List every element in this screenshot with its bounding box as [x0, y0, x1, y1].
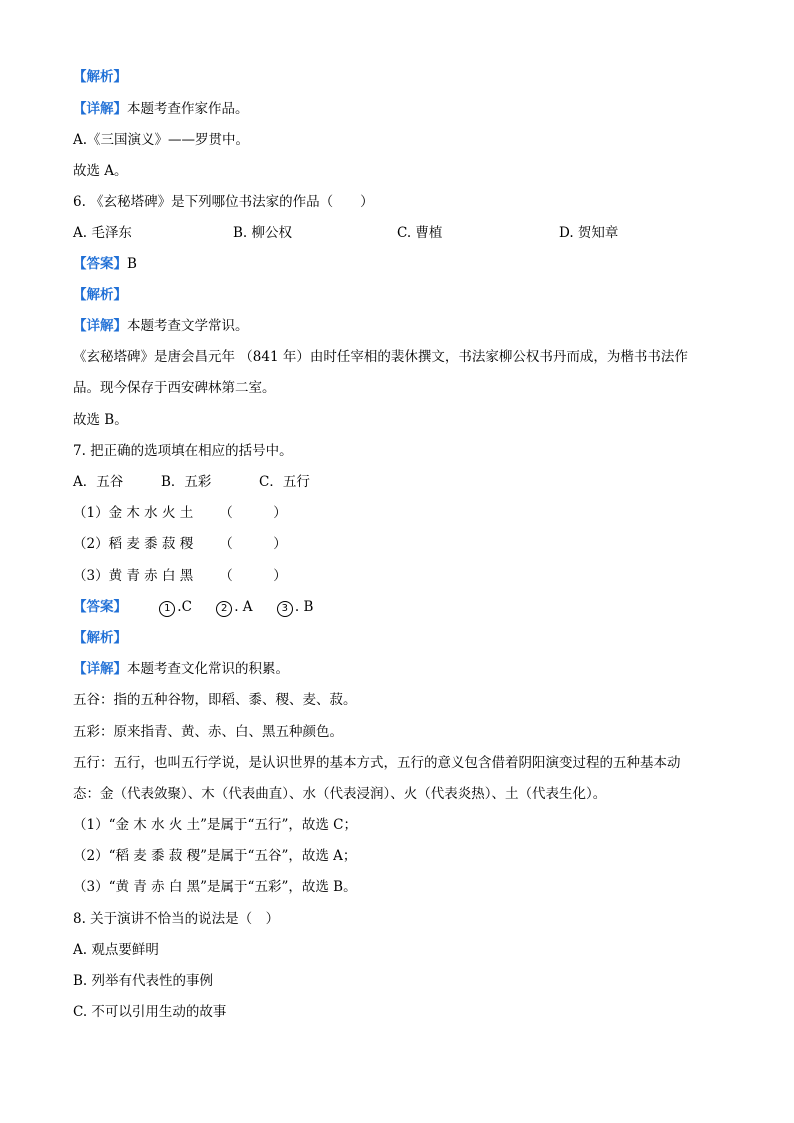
paragraph-line: （2）“稻 麦 黍 菽 稷”是属于“五谷”，故选 A；: [73, 848, 357, 864]
analysis-label: 【解析】: [73, 69, 127, 85]
choice-conclusion: 故选 B。: [73, 412, 128, 428]
answer-item-value: . A: [234, 599, 253, 615]
q8-option-b: B. 列举有代表性的事例: [73, 973, 214, 989]
q7-option-c: C．五行: [259, 474, 310, 490]
choice-conclusion: 故选 A。: [73, 163, 128, 179]
paragraph-line: 五彩：原来指青、黄、赤、白、黑五种颜色。: [73, 724, 343, 740]
paragraph-line: （1）“金 木 水 火 土”是属于“五行”，故选 C；: [73, 817, 357, 833]
answer-item: [216, 598, 252, 617]
circled-number: 3: [277, 601, 293, 617]
answer-explanation: A.《三国演义》——罗贯中。: [73, 132, 250, 148]
analysis-label: 【解析】: [73, 630, 127, 646]
q7-option-a: A．五谷: [73, 474, 124, 490]
answer-label: 【答案】: [73, 256, 127, 272]
answer-label: 【答案】: [73, 599, 127, 615]
paragraph-line: 五行：五行，也叫五行学说，是认识世界的基本方式，五行的意义包含借着阴阳演变过程的五种基本动: [73, 755, 681, 771]
q6-option-d: D. 贺知章: [559, 225, 619, 241]
analysis-label: 【解析】: [73, 287, 127, 303]
detail-label: 【详解】: [73, 661, 127, 677]
answer-item: [159, 598, 192, 617]
q7-item-text: （1）金 木 水 火 土: [73, 505, 194, 521]
paragraph-line: 态：金（代表敛聚）、木（代表曲直）、水（代表浸润）、火（代表炎热）、土（代表生化）。: [73, 786, 607, 802]
q7-option-b: B．五彩: [161, 474, 212, 490]
q7-item: [73, 504, 287, 522]
detail-label: 【详解】: [73, 101, 127, 117]
paragraph-line: （3）“黄 青 赤 白 黑”是属于“五彩”，故选 B。: [73, 879, 357, 895]
detail-line: [73, 660, 289, 678]
detail-line: [73, 100, 249, 118]
q6-option-c: C. 曹植: [397, 225, 443, 241]
detail-text: 本题考查文化常识的积累。: [127, 661, 289, 677]
answer-blank: （ ）: [219, 505, 287, 521]
answer-blank: （ ）: [219, 536, 287, 552]
paragraph-line: 五谷：指的五种谷物，即稻、黍、稷、麦、菽。: [73, 692, 357, 708]
answer-item-value: .C: [177, 599, 192, 615]
q6-option-a: A. 毛泽东: [73, 225, 132, 241]
detail-text: 本题考查文学常识。: [127, 318, 249, 334]
q8-option-a: A. 观点要鲜明: [73, 942, 159, 958]
detail-line: [73, 317, 249, 335]
answer-item: [277, 598, 314, 617]
circled-number: 2: [216, 601, 232, 617]
circled-number: 1: [159, 601, 175, 617]
q7-item-text: （3）黄 青 赤 白 黑: [73, 568, 194, 584]
answer-blank: （ ）: [219, 568, 287, 584]
q6-option-b: B. 柳公权: [233, 225, 293, 241]
q7-item: [73, 535, 287, 553]
question-7: 7. 把正确的选项填在相应的括号中。: [73, 443, 293, 459]
q6-answer: [73, 255, 137, 273]
q7-item-text: （2）稻 麦 黍 菽 稷: [73, 536, 194, 552]
q8-option-c: C. 不可以引用生动的故事: [73, 1004, 227, 1020]
answer-item-value: . B: [294, 599, 314, 615]
q7-answer: [73, 598, 313, 617]
q7-item: [73, 567, 287, 585]
detail-text: 本题考查作家作品。: [127, 101, 249, 117]
detail-label: 【详解】: [73, 318, 127, 334]
answer-value: B: [127, 256, 137, 272]
paragraph-line: 《玄秘塔碑》是唐会昌元年 （841 年）由时任宰相的裴休撰文，书法家柳公权书丹而成，为楷书书法作: [73, 349, 688, 365]
question-8: 8. 关于演讲不恰当的说法是（ ）: [73, 911, 280, 927]
question-6: 6. 《玄秘塔碑》是下列哪位书法家的作品（ ）: [73, 194, 374, 210]
paragraph-line: 品。现今保存于西安碑林第二室。: [73, 380, 276, 396]
